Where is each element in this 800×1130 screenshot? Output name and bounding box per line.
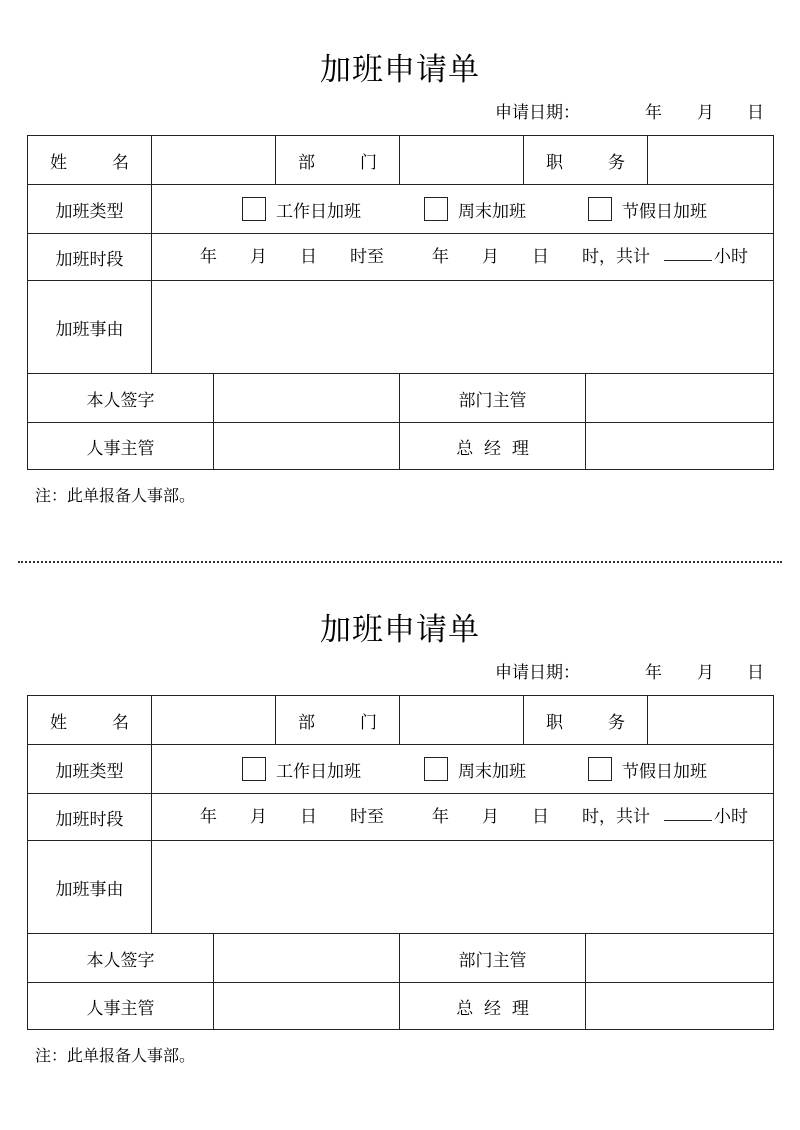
form-note: 注：此单报备人事部。 — [35, 486, 196, 505]
option-holiday[interactable]: 节假日加班 — [588, 756, 707, 782]
ot-period-field[interactable]: 年 月 日 时至 年 月 日 时，共计 小时 — [152, 794, 774, 841]
form-title: 加班申请单 — [320, 52, 480, 88]
ot-period-label: 加班时段 — [28, 794, 152, 841]
application-date — [27, 100, 773, 126]
dept-manager-label: 部门主管 — [400, 374, 586, 423]
checkbox-weekday[interactable] — [242, 197, 266, 221]
dept-label-cell: 部 门 — [276, 696, 400, 745]
name-field[interactable] — [152, 696, 276, 745]
hr-manager-label: 人事主管 — [28, 983, 214, 1030]
general-manager-field[interactable] — [586, 983, 774, 1030]
general-manager-label: 总 经 理 — [400, 423, 586, 470]
general-manager-field[interactable] — [586, 423, 774, 470]
hr-manager-label: 人事主管 — [28, 423, 214, 470]
position-label-cell: 职 务 — [524, 136, 648, 185]
name-label-cell: 姓 名 — [28, 136, 152, 185]
date-year-label: 年 — [645, 103, 662, 123]
ot-reason-field[interactable] — [152, 841, 774, 934]
form-note: 注：此单报备人事部。 — [35, 1046, 196, 1065]
option-weekend[interactable]: 周末加班 — [424, 756, 526, 782]
name-label-cell: 姓 名 — [28, 696, 152, 745]
ot-type-options — [152, 185, 774, 234]
total-hours-blank[interactable] — [664, 246, 712, 261]
checkbox-holiday[interactable] — [588, 197, 612, 221]
overtime-form-1 — [27, 48, 773, 505]
option-weekend[interactable]: 周末加班 — [424, 196, 526, 222]
checkbox-holiday[interactable] — [588, 757, 612, 781]
form-title: 加班申请单 — [320, 612, 480, 648]
date-label: 申请日期： — [495, 663, 580, 683]
ot-reason-field[interactable] — [152, 281, 774, 374]
date-day-label: 日 — [747, 103, 764, 123]
overtime-form-2 — [27, 608, 773, 1065]
date-year-label: 年 — [645, 663, 662, 683]
ot-type-label: 加班类型 — [28, 745, 152, 794]
general-manager-label: 总 经 理 — [400, 983, 586, 1030]
application-date — [27, 660, 773, 686]
checkbox-weekday[interactable] — [242, 757, 266, 781]
ot-reason-label: 加班事由 — [28, 841, 152, 934]
dept-field[interactable] — [400, 136, 524, 185]
self-sign-field[interactable] — [214, 374, 400, 423]
position-field[interactable] — [648, 696, 774, 745]
hr-manager-field[interactable] — [214, 983, 400, 1030]
date-month-label: 月 — [697, 103, 714, 123]
ot-period-label: 加班时段 — [28, 234, 152, 281]
name-field[interactable] — [152, 136, 276, 185]
total-hours-blank[interactable] — [664, 806, 712, 821]
form-table — [27, 695, 774, 1030]
hr-manager-field[interactable] — [214, 423, 400, 470]
date-month-label: 月 — [697, 663, 714, 683]
ot-type-label: 加班类型 — [28, 185, 152, 234]
self-sign-field[interactable] — [214, 934, 400, 983]
dept-manager-field[interactable] — [586, 934, 774, 983]
dept-manager-field[interactable] — [586, 374, 774, 423]
position-field[interactable] — [648, 136, 774, 185]
option-holiday[interactable]: 节假日加班 — [588, 196, 707, 222]
date-label: 申请日期： — [495, 103, 580, 123]
self-sign-label: 本人签字 — [28, 934, 214, 983]
dept-manager-label: 部门主管 — [400, 934, 586, 983]
ot-reason-label: 加班事由 — [28, 281, 152, 374]
cut-line-divider — [18, 561, 782, 563]
self-sign-label: 本人签字 — [28, 374, 214, 423]
option-weekday[interactable]: 工作日加班 — [242, 196, 361, 222]
ot-period-field[interactable]: 年 月 日 时至 年 月 日 时，共计 小时 — [152, 234, 774, 281]
checkbox-weekend[interactable] — [424, 757, 448, 781]
form-table — [27, 135, 774, 470]
option-weekday[interactable]: 工作日加班 — [242, 756, 361, 782]
checkbox-weekend[interactable] — [424, 197, 448, 221]
ot-type-options — [152, 745, 774, 794]
date-day-label: 日 — [747, 663, 764, 683]
position-label-cell: 职 务 — [524, 696, 648, 745]
dept-label-cell: 部 门 — [276, 136, 400, 185]
dept-field[interactable] — [400, 696, 524, 745]
